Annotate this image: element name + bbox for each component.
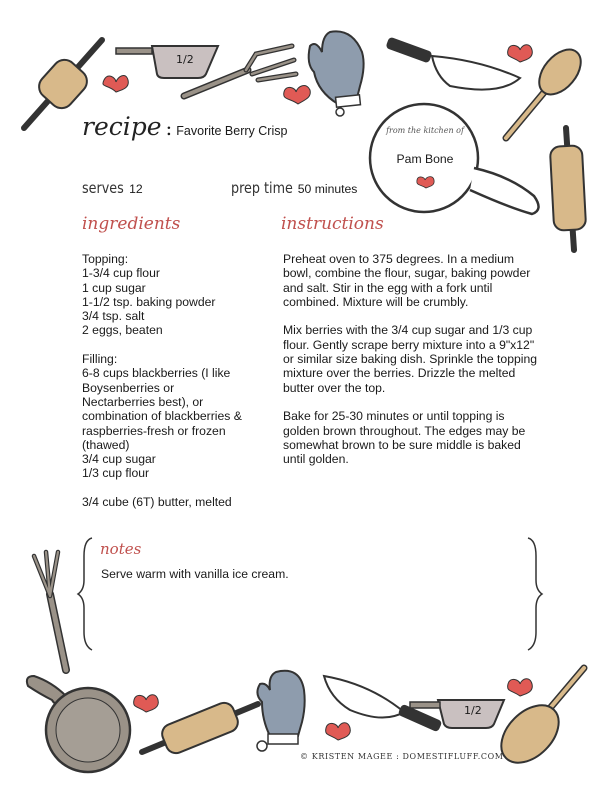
rolling-pin-icon (142, 700, 258, 756)
heart-icon (134, 695, 159, 712)
recipe-colon: : (165, 116, 173, 140)
ingredients-heading: ingredients (82, 214, 181, 234)
notes-heading: notes (100, 540, 142, 558)
heart-icon (326, 723, 351, 740)
oven-mitt-icon (257, 671, 305, 751)
footer-credit: © KRISTEN MAGEE : DOMESTIFLUFF.COM (300, 752, 504, 761)
recipe-label: recipe (82, 112, 162, 141)
recipe-header (82, 112, 287, 141)
skillet-icon (27, 676, 130, 772)
instructions-text: Preheat oven to 375 degrees. In a medium bowl, combine the flour, sugar, baking powder and salt. Stir in the egg with a fork until combined. Mixture will be crumbly. Mix berries with the 3/4 cup sugar and 1/3 cup flour. Gently scrape berry mixture into a 9"x12" or similar size baking dish. Sprinkle the topping mixture over the berries. Drizzle the melted butter over the top. Bake for 25-30 minutes or until topping is golden brown throughout. The edges may be somewhat brown to be sure middle is baked until golden. (283, 252, 538, 467)
recipe-title: Favorite Berry Crisp (176, 124, 288, 138)
notes-left-bracket (78, 538, 92, 650)
serves-row (82, 179, 143, 197)
serves-label: serves (82, 179, 124, 197)
measuring-cup-label: 1/2 (176, 53, 194, 66)
measuring-cup-label-bottom: 1/2 (464, 704, 482, 717)
knife-icon (385, 36, 520, 89)
rolling-pin-icon (550, 128, 586, 250)
heart-icon (508, 45, 533, 62)
instructions-heading: instructions (281, 214, 384, 234)
prep-label: prep time (231, 179, 293, 197)
kitchen-name: Pam Bone (396, 152, 454, 166)
ingredients-text: Topping: 1-3/4 cup flour 1 cup sugar 1-1/2 tsp. baking powder 3/4 tsp. salt 2 eggs, beaten Filling: 6-8 cups blackberries (I like Boysenberries or Nectarberries best), or combination of blackberries & raspberries-fresh or frozen (thawed) 3/4 cup sugar 1/3 cup flour 3/4 cube (6T) butter, melted (82, 252, 242, 510)
heart-icon (103, 76, 128, 92)
measuring-cup-icon (116, 46, 218, 78)
fork-icon (34, 552, 66, 670)
notes-text: Serve warm with vanilla ice cream. (101, 567, 289, 581)
heart-icon (508, 679, 533, 696)
heart-icon (284, 86, 311, 104)
prep-value: 50 minutes (297, 182, 358, 196)
kitchen-label: from the kitchen of (386, 126, 464, 135)
oven-mitt-icon (309, 31, 364, 116)
notes-right-bracket (528, 538, 542, 650)
prep-row (231, 179, 357, 197)
serves-value: 12 (129, 182, 143, 196)
wooden-spoon-icon (490, 668, 584, 774)
